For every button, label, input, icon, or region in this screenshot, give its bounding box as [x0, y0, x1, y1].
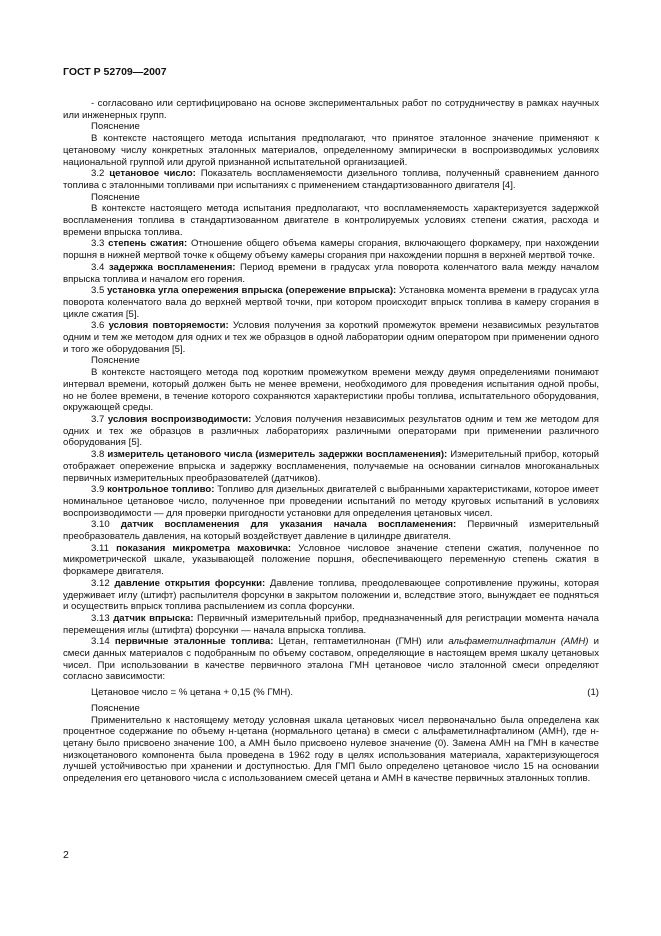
formula-text: Цетановое число = % цетана + 0,15 (% ГМН).: [91, 687, 294, 699]
definition-3-10: [63, 519, 599, 542]
paragraph: - согласовано или сертифицировано на основе экспериментальных работ по сотрудничеству в рамках научных или инженерных групп.: [63, 98, 599, 121]
term: установка угла опережения впрыска (опережение впрыска):: [107, 285, 397, 297]
note-label: Пояснение: [91, 702, 140, 714]
definition-3-4: [63, 262, 599, 285]
paragraph: В контексте настоящего метода испытания предполагают, что воспламеняемость характеризуется задержкой воспламенения топлива в стандартизованном двигателе в контролируемых условиях степени сжатия, расхода и времени впрыска топлива.: [63, 203, 599, 238]
term: условия повторяемости:: [108, 320, 229, 332]
definition-text: Давление топлива, преодолевающее сопротивление пружины, которая удерживает иглу (штифт) распылителя форсунки в закрытом положении и, вследствие этого, вынуждает ее подняться и осуществить впрыск топлива распылением из сопла форсунки.: [63, 577, 599, 613]
term: условия воспроизводимости:: [107, 413, 252, 425]
definition-text: Условия получения независимых результатов одним и тем же методом для одних и тех же образцов в различных лабораториях различными операторами при применении различного оборудования [5].: [63, 413, 599, 449]
formula-number: (1): [587, 687, 599, 699]
term: датчик впрыска:: [113, 612, 194, 624]
term: цетановое число:: [109, 168, 196, 180]
page-number: 2: [63, 849, 69, 861]
term: задержка воспламенения:: [108, 261, 236, 273]
clause-number: 3.2: [91, 168, 105, 180]
clause-number: 3.11: [91, 542, 109, 554]
paragraph: В контексте настоящего метода испытания предполагают, что принятое эталонное значение применяют к цетановому числу конкретных эталонных материалов, определенному эмпирически в воспроизводимых условиях национальной группой или другой признанной испытательной организацией.: [63, 133, 599, 168]
definition-3-5: [63, 285, 599, 320]
note-label: Пояснение: [91, 121, 140, 133]
definition-3-8: [63, 449, 599, 484]
formula-1: [63, 687, 599, 699]
paragraph: Применительно к настоящему методу условная шкала цетановых чисел первоначально была определена как процентное содержание по объему н-цетана (нормального цетана) в смеси с альфаметилнафталином (АМН), где н-цетану было присвоено значение 100, а АМН было присвоено нулевое значение (0). Замена АМН на ГМН в качестве низкоцетанового компонента была проведена в 1962 году в целях использования материала, характеризующегося лучшей устойчивостью при хранении и доступностью. Для ГМП было определено цетановое число 15 на основании определения его цетанового числа с использованием смесей цетана и АМН в качестве первичных эталонных топлив.: [63, 714, 599, 785]
definition-3-13: [63, 613, 599, 636]
italic-term: альфаметилнафталин (АМН): [448, 636, 589, 648]
clause-number: 3.8: [91, 449, 105, 461]
term: давление открытия форсунки:: [114, 577, 266, 589]
term: показания микрометра маховичка:: [116, 542, 292, 554]
definition-text-cont: и смеси данных материалов с подобранным по объему составом, определяющие в настоящем время шкалу цетановых чисел. При использовании в качестве первичного эталона ГМН цетановое число эталонной смеси определяют согласно зависимости:: [63, 636, 599, 683]
clause-number: 3.13: [91, 612, 110, 624]
term: измеритель цетанового числа (измеритель задержки воспламенения):: [107, 449, 448, 461]
definition-text: Отношение общего объема камеры сгорания, включающего форкамеру, при нахождении поршня в нижней мертвой точке к общему объему камеры сгорания при нахождении поршня в верхней мертвой точке.: [63, 238, 599, 262]
definition-text: Цетан, гептаметилнонан (ГМН) или: [278, 636, 449, 648]
definition-text: Установка момента времени в градусах угла поворота коленчатого вала до верхней мертвой точки, при котором происходит впрыск топлива в камеру сгорания в цикле сжатия [5].: [63, 285, 599, 320]
definition-text: Показатель воспламеняемости дизельного топлива, полученный сравнением данного топлива с эталонными топливами при испытаниях с применением стандартизованного двигателя [4].: [63, 168, 599, 191]
clause-number: 3.6: [91, 320, 105, 332]
definition-3-2: [63, 168, 599, 191]
paragraph: В контексте настоящего метода под коротким промежутком времени между двумя определениями понимают интервал времени, который должен быть не менее времени, необходимого для проведения испытания одной пробы, но не более времени, в течение которого сохраняются характеристики пробы топлива, испытательного оборудования, окружающей среды.: [63, 367, 599, 414]
term: степень сжатия:: [108, 238, 188, 250]
definition-3-7: [63, 414, 599, 449]
definition-text: Условное числовое значение степени сжатия, полученное по микрометрической шкале, указывающей положение поршня, обеспечивающего переменную степень сжатия в форкамере двигателя.: [63, 542, 599, 578]
clause-number: 3.5: [91, 285, 105, 297]
definition-3-9: [63, 484, 599, 519]
definition-3-3: [63, 238, 599, 261]
definition-text: Топливо для дизельных двигателей с выбранными характеристиками, которое имеет номинальное цетановое число, полученное при проведении испытаний по методу круговых испытаний в условиях воспроизводимости — для проверки пригодности установки для определения цетановых чисел.: [63, 484, 599, 519]
definition-3-14: [63, 636, 599, 683]
term: первичные эталонные топлива:: [114, 636, 274, 648]
clause-number: 3.9: [91, 484, 105, 496]
clause-number: 3.14: [91, 636, 110, 648]
document-header: ГОСТ Р 52709—2007: [63, 66, 167, 78]
clause-number: 3.7: [91, 413, 105, 425]
definition-text: Условия получения за короткий промежуток времени независимых результатов одним и тем же методом для одних и тех же образцов в одной лаборатории одним оператором при применении одного и того же оборудования [5].: [63, 320, 600, 355]
clause-number: 3.4: [91, 261, 105, 273]
note-label: Пояснение: [91, 191, 140, 203]
clause-number: 3.10: [91, 519, 110, 531]
definition-text: Первичный измерительный прибор, предназначенный для регистрации момента начала перемещения иглы (штифта) форсунки — начала впрыска топлива.: [63, 612, 599, 636]
clause-number: 3.12: [91, 577, 110, 589]
definition-3-6: [63, 320, 599, 355]
definition-3-11: [63, 543, 599, 578]
definition-3-12: [63, 578, 599, 613]
definition-text: Первичный измерительный преобразователь давления, на который воздействует давление в цилиндре двигателя.: [63, 519, 599, 543]
clause-number: 3.3: [91, 238, 105, 250]
definition-text: Измерительный прибор, который отображает опережение впрыска и задержку воспламенения, получаемые на основании сигналов многоканальных первичных измерительных преобразователей (датчиков).: [63, 449, 599, 484]
document-body: [63, 98, 599, 785]
term: датчик воспламенения для указания начала воспламенения:: [120, 519, 457, 531]
definition-text: Период времени в градусах угла поворота коленчатого вала между началом впрыска топлива и началом его горения.: [63, 261, 600, 285]
note-label: Пояснение: [91, 355, 140, 367]
term: контрольное топливо:: [107, 484, 215, 496]
